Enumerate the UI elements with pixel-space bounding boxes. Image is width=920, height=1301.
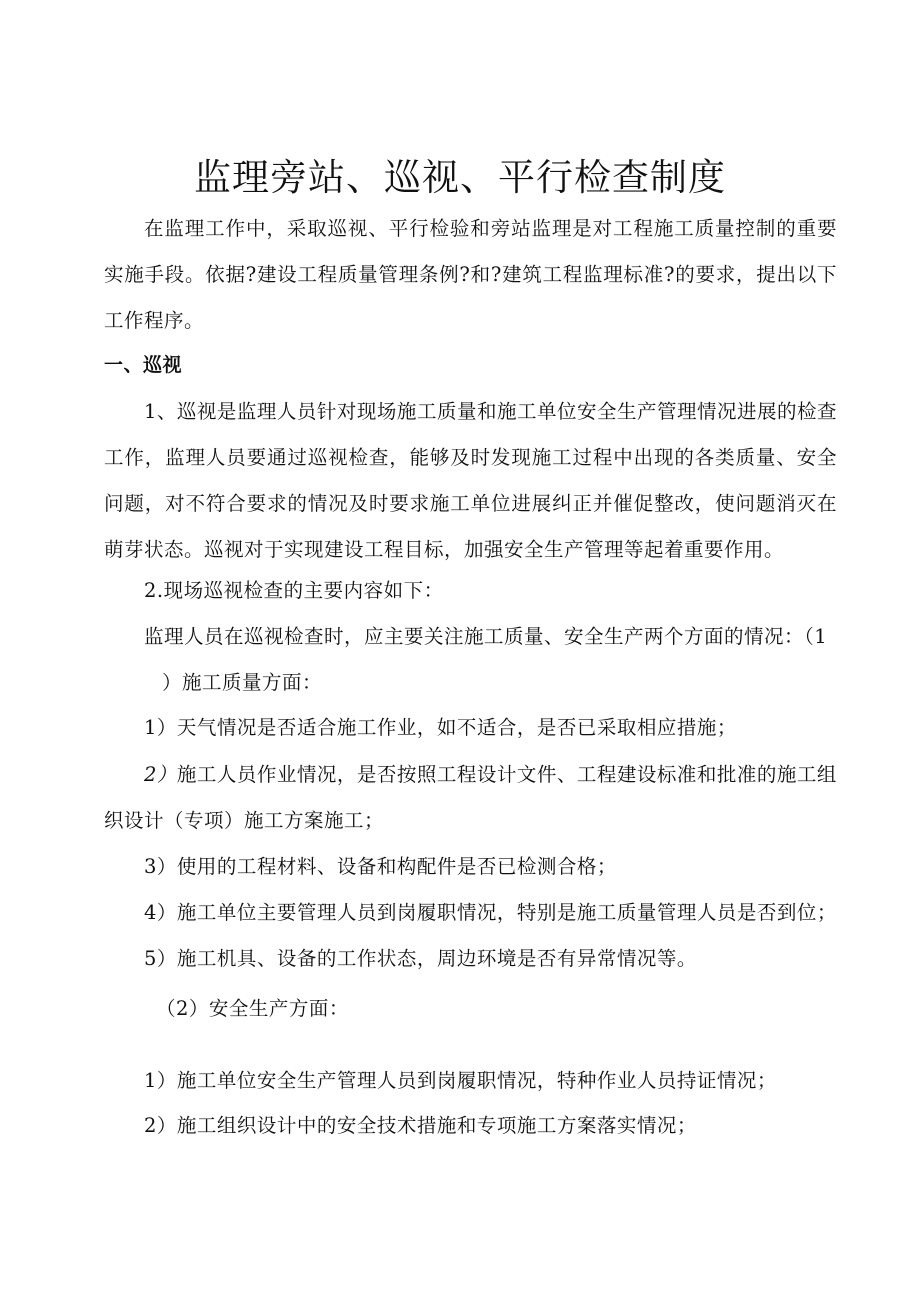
quality-item-2 — [144, 760, 837, 790]
section-heading-inspection: 一、巡视 — [104, 354, 183, 376]
quality-item-5: 5）施工机具、设备的工作状态，周边环境是否有异常情况等。 — [144, 947, 697, 970]
inspection-item-2: 2.现场巡视检查的主要内容如下： — [144, 579, 444, 602]
inspection-scope-line-2: ）施工质量方面： — [162, 671, 323, 694]
quality-item-2-number: 2） — [144, 763, 177, 786]
quality-item-3: 3）使用的工程材料、设备和构配件是否已检测合格； — [144, 855, 617, 878]
document-title: 监理旁站、巡视、平行检查制度 — [194, 156, 726, 199]
quality-item-1: 1）天气情况是否适合施工作业，如不适合，是否已采取相应措施； — [144, 716, 737, 739]
safety-heading: （2）安全生产方面： — [156, 997, 349, 1020]
safety-item-2: 2）施工组织设计中的安全技术措施和专项施工方案落实情况； — [144, 1114, 697, 1137]
quality-item-4: 4）施工单位主要管理人员到岗履职情况，特别是施工质量管理人员是否到位； — [144, 901, 837, 924]
quality-item-2-continued: 织设计（专项）施工方案施工； — [104, 809, 385, 832]
intro-paragraph: 在监理工作中，采取巡视、平行检验和旁站监理是对工程施工质量控制的重要实施手段。依据?建设工程质量管理条例?和?建筑工程监理标准?的要求，提出以下工作程序。 — [104, 217, 837, 332]
inspection-item-1: 1、巡视是监理人员针对现场施工质量和施工单位安全生产管理情况进展的检查工作，监理人员要通过巡视检查，能够及时发现施工过程中出现的各类质量、安全问题，对不符合要求的情况及时要求施工单位进展纠正并催促整改，使问题消灭在萌芽状态。巡视对于实现建设工程目标，加强安全生产管理等起着重要作用。 — [104, 400, 837, 561]
inspection-scope-line-1: 监理人员在巡视检查时，应主要关注施工质量、安全生产两个方面的情况：（1 — [144, 625, 828, 648]
quality-item-2-text: 施工人员作业情况，是否按照工程设计文件、工程建设标准和批准的施工组 — [176, 763, 837, 786]
safety-item-1: 1）施工单位安全生产管理人员到岗履职情况，特种作业人员持证情况； — [144, 1069, 777, 1092]
